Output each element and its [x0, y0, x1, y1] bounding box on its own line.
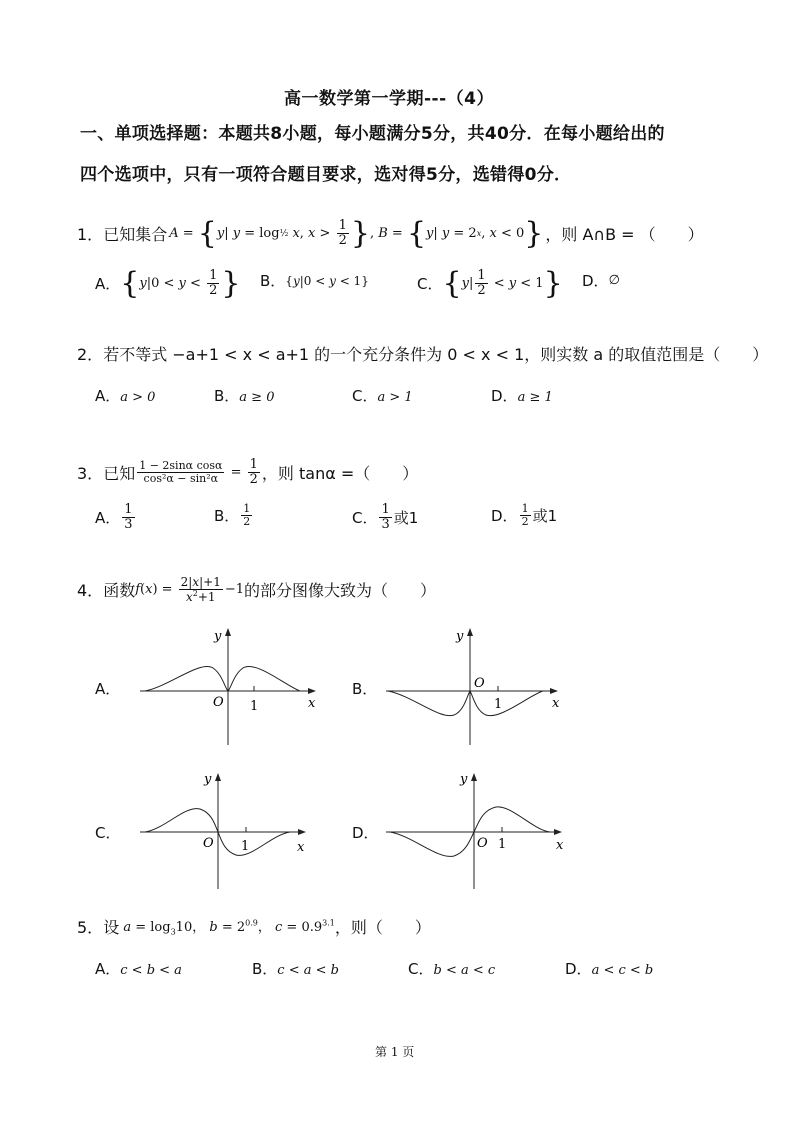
fraction-denominator: cos²α − sin²α: [143, 471, 219, 485]
option-value: a ≥ 1: [517, 390, 553, 405]
question-4-formula: f ( x ) = $\frac{2|x|+1}{x^2+1}$ −1: [135, 575, 245, 604]
option-letter: A．: [95, 508, 121, 527]
graph-option-a[interactable]: [130, 620, 330, 750]
option-value: c < a < b: [277, 963, 339, 978]
option-letter: D．: [565, 960, 592, 978]
option-letter: D．: [491, 387, 518, 405]
question-number: 5．: [77, 918, 104, 937]
x-axis-label: x: [297, 840, 305, 855]
question-1-formula: A = { y | y = log ½ x , x > $\frac{1}{2}$ } , B = { y | y = 2 x , x < 0 }: [169, 216, 544, 251]
graph-option-c[interactable]: [130, 765, 320, 895]
x-axis-label: x: [552, 696, 560, 711]
option-value: b < a < c: [433, 963, 496, 978]
empty-set-symbol: ∅: [608, 273, 620, 288]
tick-label-one: 1: [241, 839, 250, 854]
origin-label: O: [477, 836, 488, 851]
x-axis-label: x: [556, 838, 564, 853]
option-tail: 或1: [393, 508, 419, 527]
section-header-line1: 一、单项选择题：本题共8小题，每小题满分5分，共40分．在每小题给出的: [80, 124, 665, 144]
option-b[interactable]: B． $\frac{1}{2}$: [214, 502, 251, 528]
question-stem: 若不等式 −a+1 < x < a+1 的一个充分条件为 0 < x < 1，则实数 a 的取值范围是（ ）: [103, 345, 769, 364]
question-number: 2．: [77, 345, 104, 364]
question-stem-prefix: 已知: [103, 463, 136, 483]
graph-option-c-label: C．: [95, 824, 121, 842]
section-header-line2: 四个选项中，只有一项符合题目要求，选对得5分，选错得0分．: [80, 165, 572, 185]
question-3: 3． 已知 $\frac{\text{1 − 2sinα cosα}}{\text{cos²α − sin²α}}$ = $\frac{1}{2}$ ，则 tanα =（ ）: [77, 457, 419, 487]
option-c[interactable]: [352, 385, 413, 406]
option-value: a ≥ 0: [239, 390, 275, 405]
question-number: 4．: [77, 581, 104, 601]
question-stem-suffix: 的部分图像大致为（ ）: [244, 581, 437, 601]
origin-label: O: [203, 836, 214, 851]
option-a[interactable]: A． { y |0 < y < $\frac{1}{2}$ }: [95, 266, 241, 301]
option-letter: D．: [491, 506, 518, 525]
question-number: 3．: [77, 463, 104, 483]
tick-label-one: 1: [250, 699, 259, 714]
graph-option-d-label: D．: [352, 824, 379, 842]
option-letter: B．: [214, 506, 240, 525]
tick-label-one: 1: [498, 837, 507, 852]
option-d[interactable]: [565, 958, 653, 979]
option-b[interactable]: [252, 958, 339, 979]
option-letter: A．: [95, 275, 121, 293]
option-letter: A．: [95, 387, 121, 405]
option-d[interactable]: D． $\frac{1}{2}$ 或1: [491, 502, 558, 528]
option-letter: B．: [252, 960, 278, 978]
option-letter: B．: [260, 272, 286, 290]
x-axis-label: x: [308, 696, 316, 711]
page-title: 高一数学第一学期---（4）: [284, 89, 494, 109]
question-number: 1．: [77, 225, 104, 244]
option-letter: C．: [352, 508, 378, 527]
question-stem-prefix: 函数: [103, 581, 136, 601]
question-stem-prefix: 已知集合: [103, 225, 168, 244]
question-1: [77, 216, 704, 251]
y-axis-label: y: [204, 772, 212, 787]
option-a[interactable]: [95, 385, 155, 406]
option-a[interactable]: [95, 958, 182, 979]
question-5: 5． 设 $a = \log_310$， $b = 2^{0.9}$， $c = 0.9^{3.1}$ ，则（ ）: [77, 915, 431, 938]
y-axis-label: y: [456, 629, 464, 644]
question-4: [77, 576, 436, 603]
option-letter: C．: [352, 387, 378, 405]
option-value: a < c < b: [591, 963, 654, 978]
page-number-footer: 第 1 页: [375, 1045, 415, 1059]
option-value: c < b < a: [120, 963, 182, 978]
option-b[interactable]: [214, 385, 274, 406]
option-c[interactable]: [408, 958, 495, 979]
origin-label: O: [474, 676, 485, 691]
graph-option-a-label: A．: [95, 680, 121, 698]
option-letter: C．: [417, 275, 443, 293]
option-c[interactable]: C． $\frac{1}{3}$ 或1: [352, 502, 419, 532]
option-d[interactable]: [491, 385, 553, 406]
question-2: [77, 342, 768, 365]
fraction-numerator: 1 − 2sinα cosα: [139, 459, 223, 473]
y-axis-label: y: [214, 629, 222, 644]
graph-option-d[interactable]: [378, 765, 573, 895]
option-letter: C．: [408, 960, 434, 978]
option-c[interactable]: C． { y | $\frac{1}{2}$ < y < 1 }: [417, 266, 563, 301]
option-tail: 或1: [532, 506, 558, 525]
option-letter: B．: [214, 387, 240, 405]
question-stem-suffix: ，则 A∩B = （ ）: [545, 225, 704, 244]
option-value: a > 0: [120, 390, 156, 405]
origin-label: O: [213, 695, 224, 710]
option-letter: D．: [582, 272, 609, 290]
y-axis-label: y: [460, 772, 468, 787]
option-letter: A．: [95, 960, 121, 978]
tick-label-one: 1: [494, 697, 503, 712]
option-a[interactable]: A． $\frac{1}{3}$: [95, 502, 133, 532]
question-stem-suffix: ，则 tanα =（ ）: [261, 463, 419, 483]
option-b[interactable]: B． {y|0 < y < 1}: [260, 272, 369, 290]
graph-option-b-label: B．: [352, 680, 378, 698]
question-3-fraction: [137, 460, 224, 484]
graph-option-b[interactable]: [378, 620, 568, 750]
option-d[interactable]: [582, 270, 620, 291]
option-value: a > 1: [377, 390, 413, 405]
